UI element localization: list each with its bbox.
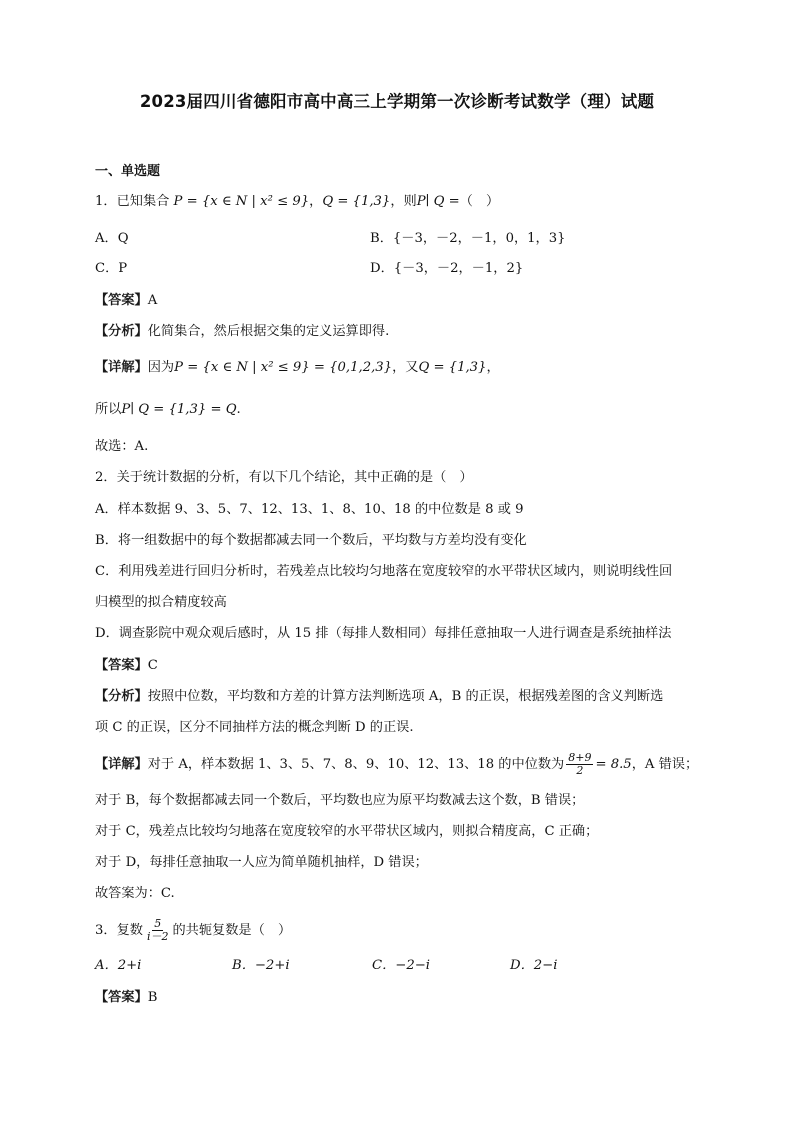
q1-answer [95, 291, 157, 311]
q1-option-d: D．{－3，－2，－1，2} [370, 261, 524, 276]
q2-option-c-line1: C．利用残差进行回归分析时，若残差点比较均匀地落在宽度较窄的水平带状区域内，则说明线性回 [95, 564, 673, 579]
q1-set-p: P = {x ∈ N | x² ≤ 9} [173, 194, 310, 209]
answer-tag: 【答案】 [95, 990, 148, 1005]
answer-tag: 【答案】 [95, 658, 148, 673]
q1-option-a: A．Q [95, 231, 129, 246]
question-3-stem [95, 918, 291, 943]
q2-option-b: B．将一组数据中的每个数据都减去同一个数后，平均数与方差均没有变化 [95, 533, 527, 548]
q2-option-d: D．调查影院中观众观后感时，从 15 排（每排人数相同）每排任意抽取一人进行调查是系统抽样法 [95, 626, 672, 641]
detail-math: Q = {1,3} [418, 360, 487, 375]
fraction-denominator: 2 [576, 764, 584, 777]
q2-option-a: A．样本数据 9、3、5、7、12、13、1、8、10、18 的中位数是 8 或 9 [95, 502, 524, 517]
detail-text: . [236, 402, 241, 417]
detail-text: 所以 [95, 402, 122, 417]
detail-math: = 8.5 [595, 757, 632, 772]
q1-analysis [95, 322, 389, 342]
q2-analysis-line2: 项 C 的正误，区分不同抽样方法的概念判断 D 的正误. [95, 720, 414, 735]
q2-option-c-line2: 归模型的拟合精度较高 [95, 595, 227, 610]
detail-tag: 【详解】 [95, 757, 148, 772]
fraction-numerator: 5 [154, 917, 162, 930]
fraction-denominator: i－2 [146, 930, 169, 943]
analysis-tag: 【分析】 [95, 324, 148, 339]
q3-stem-text: 的共轭复数是（ ） [172, 923, 292, 938]
q3-option-c: C．−2−i [372, 958, 430, 973]
detail-text: 因为 [147, 360, 175, 375]
analysis-tag: 【分析】 [95, 689, 148, 704]
q3-option-b: B．−2+i [232, 958, 290, 973]
q1-stem-text: ，则 [390, 194, 417, 209]
q1-intersection: P∣ Q = [416, 194, 460, 209]
q1-option-b: B．{－3，－2，－1，0，1，3} [370, 231, 566, 246]
median-fraction [566, 752, 593, 777]
answer-value: C [147, 658, 158, 673]
detail-text: ，A 错误； [631, 757, 699, 772]
detail-math: P∣ Q = {1,3} = Q [121, 402, 237, 417]
q2-detail-line3: 对于 C，残差点比较均匀地落在宽度较窄的水平带状区域内，则拟合精度高，C 正确； [95, 824, 599, 839]
q2-answer [95, 656, 158, 676]
q1-stem-text: ， [309, 194, 323, 209]
q1-stem-text: 1．已知集合 [95, 194, 174, 209]
q3-option-a: A．2+i [95, 958, 142, 973]
question-2-stem: 2．关于统计数据的分析，有以下几个结论，其中正确的是（ ） [95, 470, 473, 485]
complex-fraction [145, 918, 171, 943]
q3-option-d: D．2−i [510, 958, 558, 973]
q3-answer [95, 988, 157, 1008]
answer-tag: 【答案】 [95, 293, 148, 308]
q1-set-q: Q = {1,3} [322, 194, 391, 209]
q2-conclusion: 故答案为：C. [95, 886, 175, 901]
detail-text: 对于 A，样本数据 1、3、5、7、8、9、10、12、13、18 的中位数为 [147, 757, 565, 772]
fraction-numerator: 8+9 [568, 751, 592, 764]
q1-option-c: C．P [95, 261, 128, 276]
q1-stem-text: （ ） [459, 194, 500, 209]
analysis-text: 化简集合，然后根据交集的定义运算即得. [147, 324, 390, 339]
q1-detail-line2 [95, 400, 241, 420]
question-1-stem [95, 192, 499, 212]
answer-value: B [147, 990, 158, 1005]
answer-value: A [147, 293, 158, 308]
page-title: 2023届四川省德阳市高中高三上学期第一次诊断考试数学（理）试题 [139, 92, 655, 111]
section-heading: 一、单选题 [95, 164, 161, 179]
detail-text: ， [486, 360, 500, 375]
q1-conclusion: 故选：A. [95, 439, 149, 454]
q3-stem-text: 3．复数 [95, 923, 143, 938]
q2-analysis-line1 [95, 687, 663, 707]
q2-detail-line2: 对于 B，每个数据都减去同一个数后，平均数也应为原平均数减去这个数，B 错误； [95, 793, 585, 808]
detail-math: P = {x ∈ N | x² ≤ 9} = {0,1,2,3} [174, 360, 393, 375]
q2-detail-line4: 对于 D，每排任意抽取一人应为简单随机抽样，D 错误； [95, 855, 428, 870]
analysis-text: 按照中位数，平均数和方差的计算方法判断选项 A，B 的正误，根据残差图的含义判断选 [147, 689, 664, 704]
detail-text: ，又 [392, 360, 419, 375]
detail-tag: 【详解】 [95, 360, 148, 375]
q1-detail-line1 [95, 358, 500, 378]
q2-detail-line1 [95, 752, 698, 777]
